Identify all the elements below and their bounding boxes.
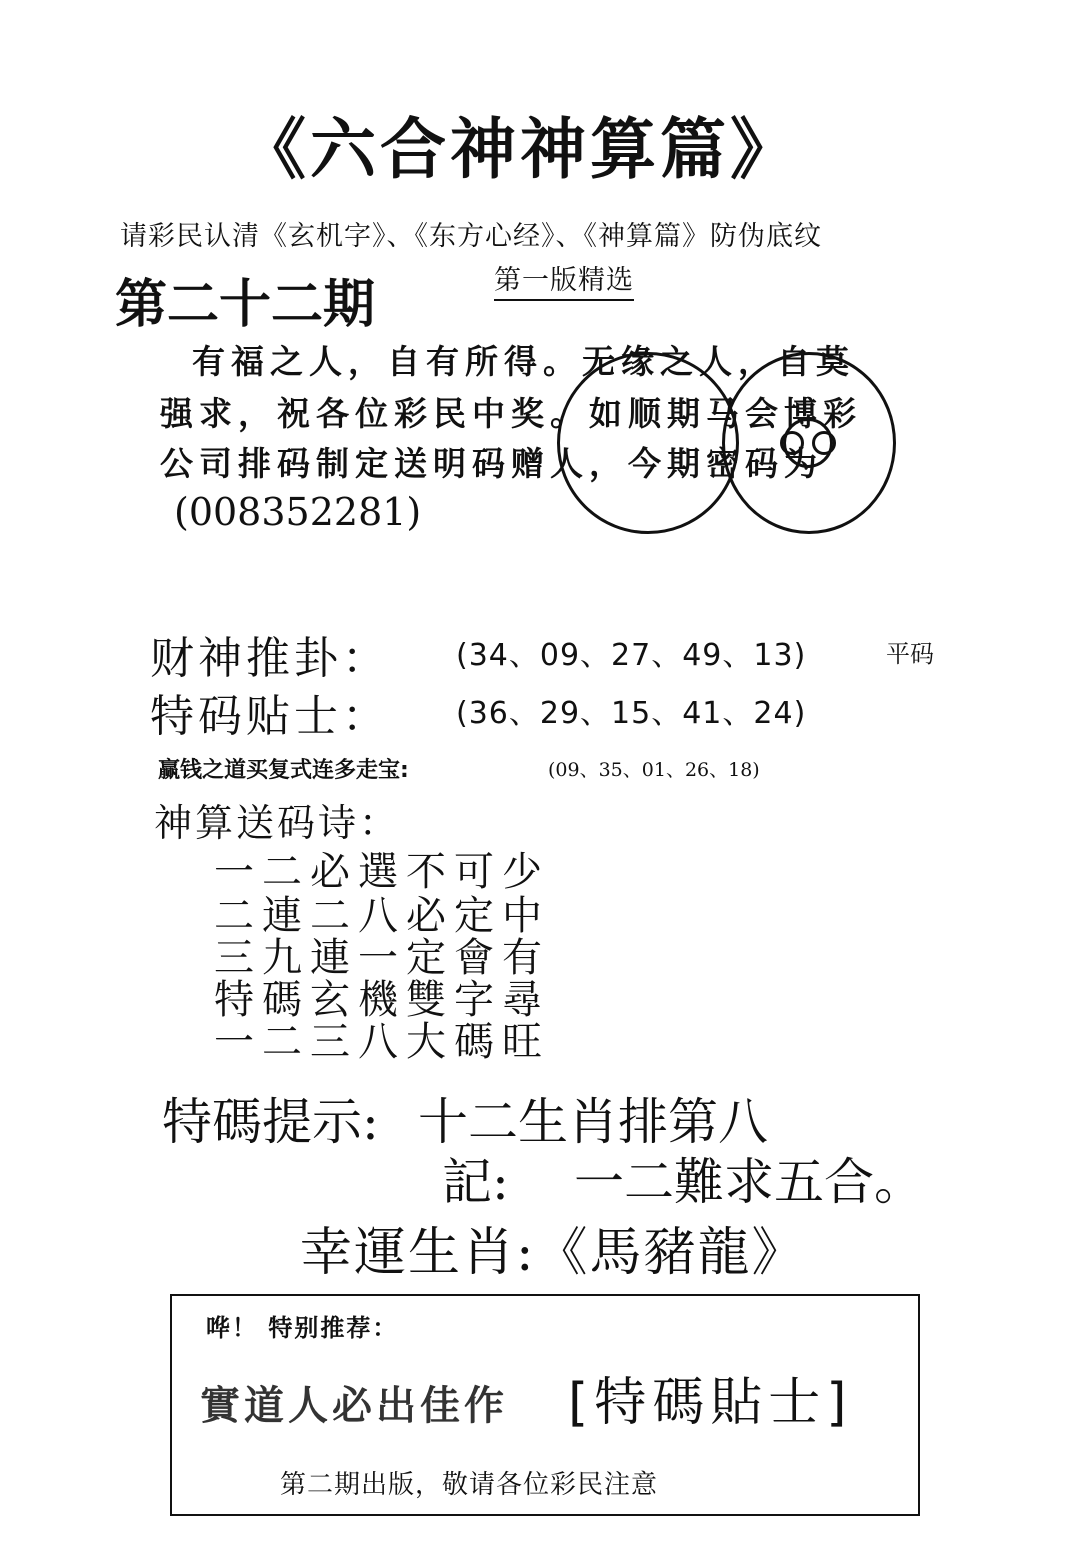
issue-number: 第二十二期 [115,274,376,335]
poem-title: 神算送码诗： [154,801,401,845]
wealth-numbers: (09、35、01、26、18) [548,759,760,781]
lucky-zodiac: 幸運生肖:《馬豬龍》 [300,1223,806,1283]
note-text: 一二難求五合。 [574,1153,924,1211]
promo-box [170,1294,920,1516]
tema-numbers: (36、29、15、41、24) [456,696,807,731]
hint-text: 十二生肖排第八 [418,1093,768,1151]
wealth-label: 赢钱之道买复式连多走宝: [158,758,409,783]
poem-line: 二連二八必定中 [214,893,550,939]
promo-heading: 哗！ 特别推荐： [206,1314,399,1342]
tema-label: 特码贴士： [150,691,390,742]
seal-flower-icon [783,418,833,468]
promo-footer: 第二期出版，敬请各位彩民注意 [280,1470,659,1500]
seal-stamp-left [557,352,739,534]
poem-line: 一二三八大碼旺 [214,1019,550,1065]
intro-line-1: 有福之人，自有所得。无缘之人，自莫 [192,342,855,381]
page-title: 《六合神神算篇》 [240,110,800,188]
promo-title: [特碼貼士] [568,1373,853,1433]
anti-counterfeit-notice: 请彩民认清《玄机字》、《东方心经》、《神算篇》防伪底纹 [120,221,822,252]
promo-author-text: 實道人必出佳作 [200,1383,508,1429]
caishen-suffix: 平码 [886,640,934,668]
note-label: 記: [442,1153,509,1211]
edition-label: 第一版精选 [494,258,634,301]
poem-line: 一二必選不可少 [214,849,550,895]
caishen-label: 财神推卦： [150,633,390,684]
intro-line-3: 公司排码制定送明码赠人，今期密码为 [160,444,823,483]
poem-line: 特碼玄機雙字尋 [214,977,550,1023]
secret-code: (008352281) [174,490,422,534]
intro-line-2: 强求，祝各位彩民中奖。如顺期马会博彩 [160,394,862,433]
poem-line: 三九連一定會有 [214,935,550,981]
caishen-numbers: (34、09、27、49、13) [456,638,807,673]
hint-label: 特碼提示: [162,1093,379,1151]
